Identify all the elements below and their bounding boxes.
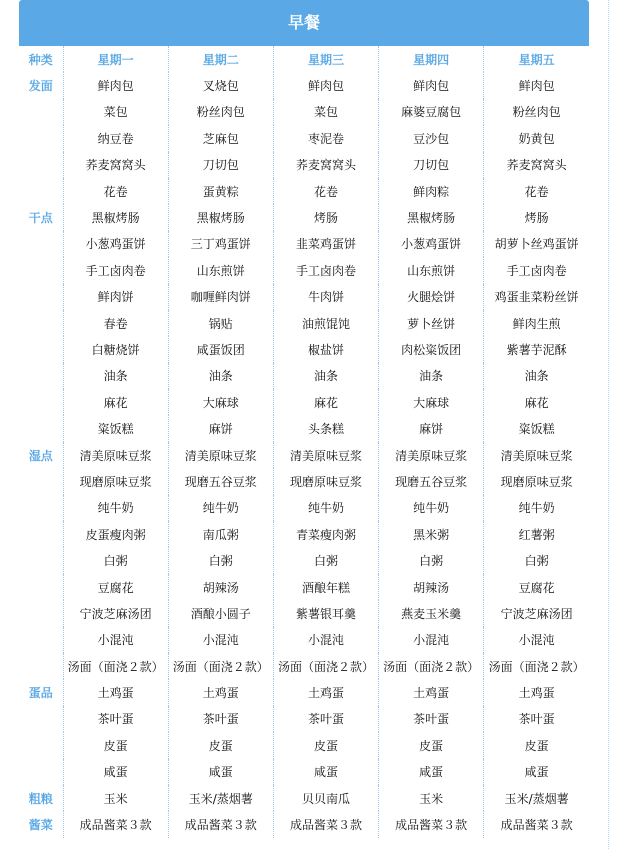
- menu-item: 白粥: [168, 547, 273, 573]
- menu-item: 纯牛奶: [484, 495, 589, 521]
- menu-item: 胡萝卜丝鸡蛋饼: [484, 231, 589, 257]
- menu-item: 燕麦玉米羹: [379, 600, 484, 626]
- menu-item: 宁波芝麻汤团: [484, 600, 589, 626]
- menu-item: 茶叶蛋: [379, 706, 484, 732]
- menu-item: 鲜肉包: [484, 72, 589, 98]
- category-label: [19, 389, 63, 415]
- day-header: 星期四: [379, 46, 484, 72]
- menu-item: 大麻球: [379, 389, 484, 415]
- category-label: [19, 415, 63, 441]
- menu-item: 豆腐花: [63, 574, 168, 600]
- menu-item: 花卷: [273, 178, 378, 204]
- menu-title: 早餐: [19, 0, 589, 46]
- menu-item: 白粥: [63, 547, 168, 573]
- day-header: 星期五: [484, 46, 589, 72]
- menu-item: 清美原味豆浆: [484, 442, 589, 468]
- category-label: 蛋品: [28, 686, 53, 701]
- menu-item: 宁波芝麻汤团: [63, 600, 168, 626]
- menu-row: [19, 231, 589, 257]
- menu-item: 紫薯银耳羹: [273, 600, 378, 626]
- menu-item: 三丁鸡蛋饼: [168, 231, 273, 257]
- menu-item: 小葱鸡蛋饼: [63, 231, 168, 257]
- category-header: 种类: [28, 52, 53, 67]
- menu-item: 奶黄包: [484, 125, 589, 151]
- menu-item: 酒酿小圆子: [168, 600, 273, 626]
- menu-item: 纯牛奶: [168, 495, 273, 521]
- menu-item: 汤面（面浇２款）: [63, 653, 168, 679]
- menu-item: 蛋黄粽: [168, 178, 273, 204]
- menu-item: 咸蛋饭团: [168, 336, 273, 362]
- menu-item: 枣泥卷: [273, 125, 378, 151]
- menu-row: [19, 363, 589, 389]
- menu-row: [19, 415, 589, 441]
- menu-item: 粢饭糕: [63, 415, 168, 441]
- menu-item: 清美原味豆浆: [379, 442, 484, 468]
- menu-item: 玉米: [379, 785, 484, 811]
- menu-item: 肉松粢饭团: [379, 336, 484, 362]
- menu-item: 成品酱菜３款: [168, 811, 273, 837]
- category-label: [19, 125, 63, 151]
- menu-row: [19, 521, 589, 547]
- menu-item: 菜包: [273, 99, 378, 125]
- menu-item: 荞麦窝窝头: [63, 152, 168, 178]
- menu-row: [19, 152, 589, 178]
- menu-item: 黑椒烤肠: [379, 204, 484, 230]
- menu-item: 萝卜丝饼: [379, 310, 484, 336]
- menu-item: 皮蛋: [63, 732, 168, 758]
- menu-row: [19, 785, 589, 811]
- menu-item: 清美原味豆浆: [63, 442, 168, 468]
- menu-item: 皮蛋: [379, 732, 484, 758]
- menu-row: [19, 310, 589, 336]
- menu-item: 小混沌: [379, 627, 484, 653]
- menu-item: 粉丝肉包: [484, 99, 589, 125]
- category-label: [19, 363, 63, 389]
- menu-item: 白粥: [484, 547, 589, 573]
- menu-item: 油条: [63, 363, 168, 389]
- menu-item: 麻婆豆腐包: [379, 99, 484, 125]
- menu-item: 刀切包: [379, 152, 484, 178]
- right-divider: [608, 0, 609, 849]
- menu-row: [19, 759, 589, 785]
- menu-row: [19, 732, 589, 758]
- category-label: [19, 706, 63, 732]
- menu-item: 烤肠: [484, 204, 589, 230]
- menu-item: 酒酿年糕: [273, 574, 378, 600]
- menu-item: 豆沙包: [379, 125, 484, 151]
- menu-item: 刀切包: [168, 152, 273, 178]
- category-label: [19, 468, 63, 494]
- category-label: [19, 495, 63, 521]
- menu-item: 红薯粥: [484, 521, 589, 547]
- menu-item: 青菜瘦肉粥: [273, 521, 378, 547]
- category-label: [19, 257, 63, 283]
- menu-item: 鸡蛋韭菜粉丝饼: [484, 284, 589, 310]
- menu-item: 粢饭糕: [484, 415, 589, 441]
- menu-item: 成品酱菜３款: [63, 811, 168, 837]
- menu-item: 麻饼: [168, 415, 273, 441]
- category-label: 酱菜: [28, 818, 53, 833]
- menu-row: [19, 72, 589, 98]
- menu-item: 韭菜鸡蛋饼: [273, 231, 378, 257]
- menu-item: 鲜肉饼: [63, 284, 168, 310]
- menu-row: [19, 204, 589, 230]
- menu-item: 油煎馄饨: [273, 310, 378, 336]
- menu-item: 现磨五谷豆浆: [168, 468, 273, 494]
- menu-item: 咸蛋: [63, 759, 168, 785]
- menu-item: 皮蛋: [168, 732, 273, 758]
- category-label: [19, 627, 63, 653]
- menu-table: [19, 46, 589, 838]
- category-label: [19, 653, 63, 679]
- category-label: [19, 284, 63, 310]
- menu-item: 鲜肉包: [379, 72, 484, 98]
- menu-item: 小混沌: [484, 627, 589, 653]
- menu-item: 小混沌: [273, 627, 378, 653]
- menu-item: 手工卤肉卷: [273, 257, 378, 283]
- menu-item: 玉米: [63, 785, 168, 811]
- menu-item: 汤面（面浇２款）: [273, 653, 378, 679]
- menu-row: [19, 653, 589, 679]
- category-label: [19, 521, 63, 547]
- menu-item: 土鸡蛋: [168, 679, 273, 705]
- menu-row: [19, 125, 589, 151]
- menu-item: 叉烧包: [168, 72, 273, 98]
- menu-item: 汤面（面浇２款）: [168, 653, 273, 679]
- menu-item: 现磨原味豆浆: [63, 468, 168, 494]
- menu-item: 大麻球: [168, 389, 273, 415]
- category-label: [19, 310, 63, 336]
- menu-item: 纯牛奶: [273, 495, 378, 521]
- menu-item: 火腿烩饼: [379, 284, 484, 310]
- menu-row: [19, 811, 589, 837]
- menu-item: 贝贝南瓜: [273, 785, 378, 811]
- menu-item: 咸蛋: [168, 759, 273, 785]
- category-label: 湿点: [28, 448, 53, 463]
- menu-row: [19, 178, 589, 204]
- menu-item: 现磨原味豆浆: [484, 468, 589, 494]
- menu-row: [19, 257, 589, 283]
- menu-item: 成品酱菜３款: [273, 811, 378, 837]
- menu-item: 皮蛋瘦肉粥: [63, 521, 168, 547]
- menu-item: 紫薯芋泥酥: [484, 336, 589, 362]
- menu-item: 小葱鸡蛋饼: [379, 231, 484, 257]
- menu-row: [19, 495, 589, 521]
- menu-item: 黑椒烤肠: [168, 204, 273, 230]
- menu-item: 白糖烧饼: [63, 336, 168, 362]
- menu-item: 油条: [168, 363, 273, 389]
- menu-row: [19, 547, 589, 573]
- menu-item: 手工卤肉卷: [484, 257, 589, 283]
- menu-item: 黑椒烤肠: [63, 204, 168, 230]
- menu-item: 玉米/蒸烟薯: [168, 785, 273, 811]
- category-label: [19, 574, 63, 600]
- menu-row: [19, 600, 589, 626]
- menu-item: 麻饼: [379, 415, 484, 441]
- menu-item: 麻花: [484, 389, 589, 415]
- category-label: [19, 600, 63, 626]
- menu-item: 油条: [273, 363, 378, 389]
- menu-item: 皮蛋: [273, 732, 378, 758]
- menu-item: 小混沌: [168, 627, 273, 653]
- menu-item: 头条糕: [273, 415, 378, 441]
- menu-item: 白粥: [273, 547, 378, 573]
- menu-item: 油条: [379, 363, 484, 389]
- menu-item: 荞麦窝窝头: [484, 152, 589, 178]
- menu-item: 胡辣汤: [379, 574, 484, 600]
- menu-item: 汤面（面浇２款）: [484, 653, 589, 679]
- menu-item: 鲜肉粽: [379, 178, 484, 204]
- menu-item: 纯牛奶: [379, 495, 484, 521]
- menu-item: 茶叶蛋: [484, 706, 589, 732]
- category-label: [19, 732, 63, 758]
- menu-item: 咸蛋: [379, 759, 484, 785]
- menu-item: 油条: [484, 363, 589, 389]
- menu-item: 黑米粥: [379, 521, 484, 547]
- menu-item: 小混沌: [63, 627, 168, 653]
- menu-item: 汤面（面浇２款）: [379, 653, 484, 679]
- menu-row: [19, 389, 589, 415]
- menu-row: [19, 627, 589, 653]
- menu-item: 鲜肉生煎: [484, 310, 589, 336]
- menu-item: 清美原味豆浆: [273, 442, 378, 468]
- menu-item: 白粥: [379, 547, 484, 573]
- menu-item: 手工卤肉卷: [63, 257, 168, 283]
- menu-item: 锅贴: [168, 310, 273, 336]
- day-header: 星期二: [168, 46, 273, 72]
- category-label: 粗粮: [28, 791, 53, 806]
- menu-item: 茶叶蛋: [63, 706, 168, 732]
- menu-item: 茶叶蛋: [273, 706, 378, 732]
- menu-item: 菜包: [63, 99, 168, 125]
- menu-row: [19, 336, 589, 362]
- menu-item: 椒盐饼: [273, 336, 378, 362]
- category-label: [19, 99, 63, 125]
- menu-item: 土鸡蛋: [273, 679, 378, 705]
- menu-item: 土鸡蛋: [484, 679, 589, 705]
- menu-item: 鲜肉包: [273, 72, 378, 98]
- menu-item: 花卷: [484, 178, 589, 204]
- menu-row: [19, 284, 589, 310]
- category-label: [19, 547, 63, 573]
- menu-item: 牛肉饼: [273, 284, 378, 310]
- menu-item: 现磨五谷豆浆: [379, 468, 484, 494]
- menu-item: 清美原味豆浆: [168, 442, 273, 468]
- menu-item: 花卷: [63, 178, 168, 204]
- menu-row: [19, 468, 589, 494]
- menu-item: 荞麦窝窝头: [273, 152, 378, 178]
- menu-item: 现磨原味豆浆: [273, 468, 378, 494]
- breakfast-menu: [19, 0, 589, 838]
- menu-item: 土鸡蛋: [379, 679, 484, 705]
- menu-item: 茶叶蛋: [168, 706, 273, 732]
- menu-item: 成品酱菜３款: [379, 811, 484, 837]
- menu-item: 胡辣汤: [168, 574, 273, 600]
- menu-item: 土鸡蛋: [63, 679, 168, 705]
- menu-item: 春卷: [63, 310, 168, 336]
- menu-item: 纳豆卷: [63, 125, 168, 151]
- menu-item: 烤肠: [273, 204, 378, 230]
- menu-item: 成品酱菜３款: [484, 811, 589, 837]
- category-label: 干点: [28, 211, 53, 226]
- menu-item: 皮蛋: [484, 732, 589, 758]
- menu-item: 咸蛋: [484, 759, 589, 785]
- menu-row: [19, 99, 589, 125]
- menu-row: [19, 706, 589, 732]
- category-label: [19, 231, 63, 257]
- menu-row: [19, 679, 589, 705]
- menu-item: 麻花: [63, 389, 168, 415]
- header-row: [19, 46, 589, 72]
- menu-item: 芝麻包: [168, 125, 273, 151]
- category-label: 发面: [28, 79, 53, 94]
- menu-item: 玉米/蒸烟薯: [484, 785, 589, 811]
- menu-item: 咖喱鲜肉饼: [168, 284, 273, 310]
- day-header: 星期三: [273, 46, 378, 72]
- category-label: [19, 178, 63, 204]
- menu-item: 南瓜粥: [168, 521, 273, 547]
- category-label: [19, 759, 63, 785]
- menu-item: 咸蛋: [273, 759, 378, 785]
- menu-item: 麻花: [273, 389, 378, 415]
- day-header: 星期一: [63, 46, 168, 72]
- menu-row: [19, 442, 589, 468]
- menu-item: 纯牛奶: [63, 495, 168, 521]
- menu-item: 山东煎饼: [379, 257, 484, 283]
- menu-row: [19, 574, 589, 600]
- menu-item: 豆腐花: [484, 574, 589, 600]
- category-label: [19, 152, 63, 178]
- menu-item: 粉丝肉包: [168, 99, 273, 125]
- menu-item: 鲜肉包: [63, 72, 168, 98]
- menu-item: 山东煎饼: [168, 257, 273, 283]
- category-label: [19, 336, 63, 362]
